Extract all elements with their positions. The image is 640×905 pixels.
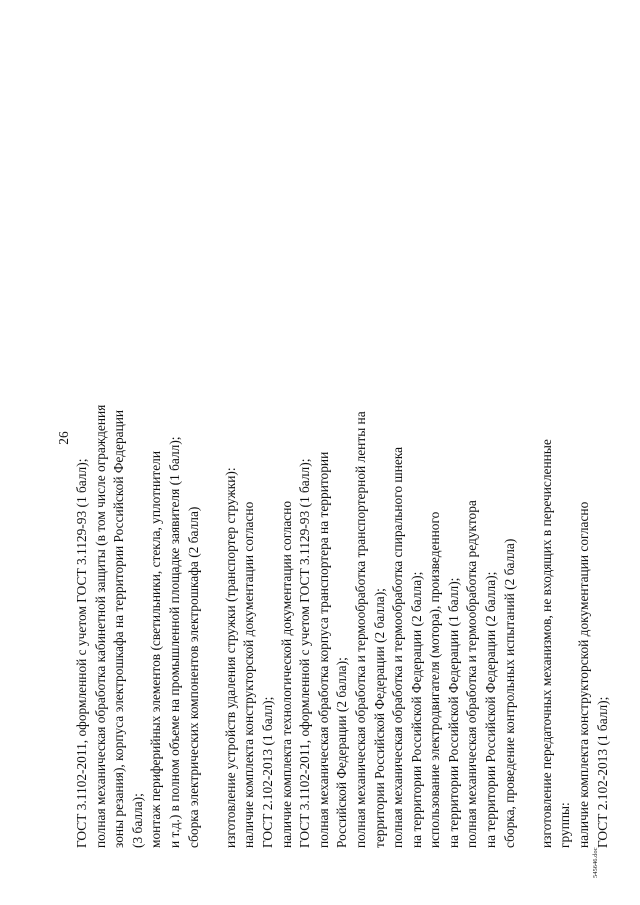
text-line: наличие комплекта конструкторской документации согласно bbox=[576, 501, 592, 848]
page-number: 26 bbox=[56, 431, 71, 445]
text-line: изготовление передаточных механизмов, не входящих в перечисленные bbox=[538, 439, 554, 848]
rotated-text-body bbox=[55, 28, 612, 848]
text-line: группы: bbox=[557, 802, 573, 848]
text-line: ГОСТ 3.1102-2011, оформленной с учетом ГОСТ 3.1129-93 (1 балл); bbox=[297, 458, 313, 848]
text-line: на территории Российской Федерации (2 балла); bbox=[483, 571, 499, 848]
text-line: сборка электрических компонентов электрошкафа (2 балла) bbox=[185, 506, 201, 848]
text-line: полная механическая обработка корпуса транспортера на территории bbox=[315, 451, 331, 848]
text-line: на территории Российской Федерации (2 балла); bbox=[408, 571, 424, 848]
text-line: на территории Российской Федерации (1 балл); bbox=[445, 577, 461, 848]
text-line: полная механическая обработка и термообработка спирального шнека bbox=[390, 446, 406, 848]
paragraph-gap bbox=[203, 28, 222, 848]
text-line: полная механическая обработка и термообработка транспортерной ленты на bbox=[352, 411, 368, 848]
file-footer: 545646.doc bbox=[592, 847, 599, 878]
text-line: полная механическая обработка и термообработка редуктора bbox=[464, 500, 480, 848]
text-line: Российской Федерации (2 балла); bbox=[334, 657, 350, 848]
text-line: наличие комплекта технологической документации согласно bbox=[278, 500, 294, 848]
text-line: использование электродвигателя (мотора), произведенного bbox=[427, 511, 443, 848]
text-line: и т.д.) в полном объеме на промышленной площадке заявителя (1 балл); bbox=[166, 436, 182, 848]
text-line: территории Российской Федерации (2 балла); bbox=[371, 588, 387, 848]
text-line: монтаж периферийных элементов (светильники, стекла, уплотнители bbox=[148, 450, 164, 848]
text-line: полная механическая обработка кабинетной защиты (в том числе ограждения bbox=[92, 404, 108, 848]
text-line: ГОСТ 3.1102-2011, оформленной с учетом ГОСТ 3.1129-93 (1 балл); bbox=[74, 458, 89, 848]
text-blocks bbox=[73, 28, 612, 848]
text-line: сборка, проведение контрольных испытаний (2 балла) bbox=[501, 538, 517, 848]
text-line: наличие комплекта конструкторской документации согласно bbox=[241, 501, 257, 848]
text-line: ГОСТ 2.102-2013 (1 балл); bbox=[594, 696, 610, 848]
text-line: зоны резания), корпуса электрошкафа на территории Российской Федерации bbox=[111, 409, 127, 848]
text-line: (3 балла); bbox=[129, 793, 145, 848]
paragraph-gap bbox=[519, 28, 538, 848]
text-line: ГОСТ 2.102-2013 (1 балл); bbox=[259, 696, 275, 848]
text-line: изготовление устройств удаления стружки (транспортер стружки): bbox=[222, 467, 238, 848]
